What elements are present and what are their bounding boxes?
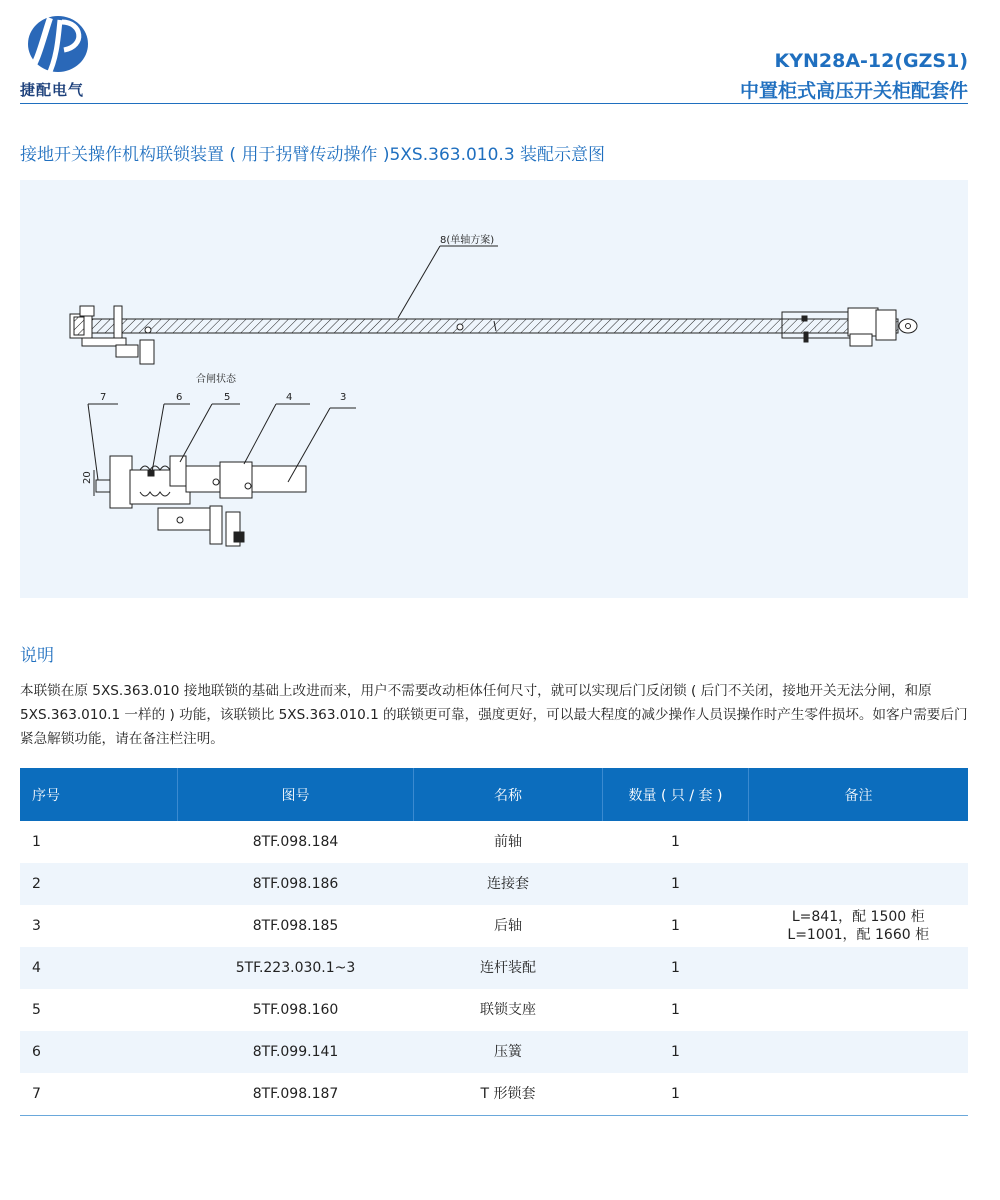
cell-code: 8TF.098.186 [178, 863, 414, 905]
callout-4: 4 [286, 392, 293, 403]
cell-qty: 1 [671, 918, 680, 934]
cell-name: 前轴 [494, 834, 522, 850]
dimension-marker [82, 470, 94, 496]
figure-title: 接地开关操作机构联锁装置 ( 用于拐臂传动操作 )5XS.363.010.3 装配示意图 [20, 145, 606, 165]
table-row [20, 863, 968, 905]
col-header-remark: 备注 [749, 768, 969, 821]
cell-remark [749, 863, 969, 905]
table-header-row [20, 768, 968, 821]
cell-qty: 1 [603, 863, 749, 905]
page-header [0, 0, 1000, 106]
callout-3: 3 [340, 392, 347, 403]
callout-5: 5 [224, 392, 231, 403]
cell-remark [749, 947, 969, 989]
callout-main-label: 8(单轴方案) [440, 235, 495, 246]
product-subtitle: 中置柜式高压开关柜配套件 [739, 80, 968, 102]
cell-no: 2 [20, 863, 178, 905]
cell-no: 7 [20, 1073, 178, 1116]
table-row [20, 821, 968, 863]
table-row [20, 989, 968, 1031]
cell-qty: 1 [603, 1031, 749, 1073]
cell-remark [749, 989, 969, 1031]
cell-code: 5TF.223.030.1~3 [178, 947, 414, 989]
cell-name: 连接套 [414, 863, 603, 905]
cell-no: 5 [32, 1002, 41, 1018]
dimension-label: 20 [82, 471, 93, 484]
cell-name: 压簧 [414, 1031, 603, 1073]
cell-no: 6 [20, 1031, 178, 1073]
cell-qty: 1 [671, 1002, 680, 1018]
cell-remark [749, 1073, 969, 1116]
product-model: KYN28A-12(GZS1) [774, 50, 968, 72]
company-name: 捷配电气 [20, 81, 85, 99]
callout-6: 6 [176, 392, 183, 403]
header-divider [20, 103, 968, 104]
cell-no: 4 [20, 947, 178, 989]
state-label: 合闸状态 [196, 374, 236, 385]
cell-qty: 1 [603, 1073, 749, 1116]
notes-heading: 说明 [20, 646, 54, 666]
col-header-qty: 数量 ( 只 / 套 ) [603, 768, 749, 821]
assembly-drawing [20, 180, 968, 598]
cell-name: 连杆装配 [414, 947, 603, 989]
col-header-name: 名称 [414, 768, 603, 821]
col-header-code: 图号 [178, 768, 414, 821]
remark-line-2: L=1001，配 1660 柜 [787, 927, 930, 943]
cell-code: 8TF.098.184 [252, 834, 339, 850]
cell-no: 3 [32, 918, 41, 934]
cell-name: T 形锁套 [414, 1073, 603, 1116]
parts-table [20, 768, 968, 1116]
table-row [20, 1073, 968, 1116]
table-row [20, 947, 968, 989]
table-row [20, 905, 968, 947]
notes-body: 本联锁在原 5XS.363.010 接地联锁的基础上改进而来，用户不需要改动柜体任何尺寸，就可以实现后门反闭锁 ( 后门不关闭，接地开关无法分闸，和原 5XS.363.010.1 一样的 ) 功能，该联锁比 5XS.363.010.1 的联锁更可靠，强度更好，可以最大程度的减少操作人员误操作时产生零件损坏。如客户需要后门紧急解锁功能，请在备注栏注明。 [20, 683, 968, 747]
callout-7: 7 [100, 392, 107, 403]
cell-qty: 1 [671, 834, 680, 850]
cell-remark [749, 821, 969, 863]
callout-main [398, 233, 498, 318]
main-shaft [70, 306, 917, 364]
cell-code: 8TF.099.141 [178, 1031, 414, 1073]
detail-view [96, 456, 306, 546]
cell-no: 1 [32, 834, 41, 850]
cell-remark [749, 1031, 969, 1073]
col-header-no: 序号 [20, 768, 178, 821]
remark-line-1: L=841，配 1500 柜 [791, 909, 925, 925]
cell-remark [749, 905, 969, 947]
cell-qty: 1 [603, 947, 749, 989]
table-row [20, 1031, 968, 1073]
cell-name: 后轴 [494, 918, 522, 934]
cell-code: 5TF.098.160 [252, 1002, 339, 1018]
cell-code: 8TF.098.185 [252, 918, 339, 934]
cell-code: 8TF.098.187 [178, 1073, 414, 1116]
cell-name: 联锁支座 [480, 1002, 536, 1018]
assembly-drawing-svg [20, 180, 968, 598]
